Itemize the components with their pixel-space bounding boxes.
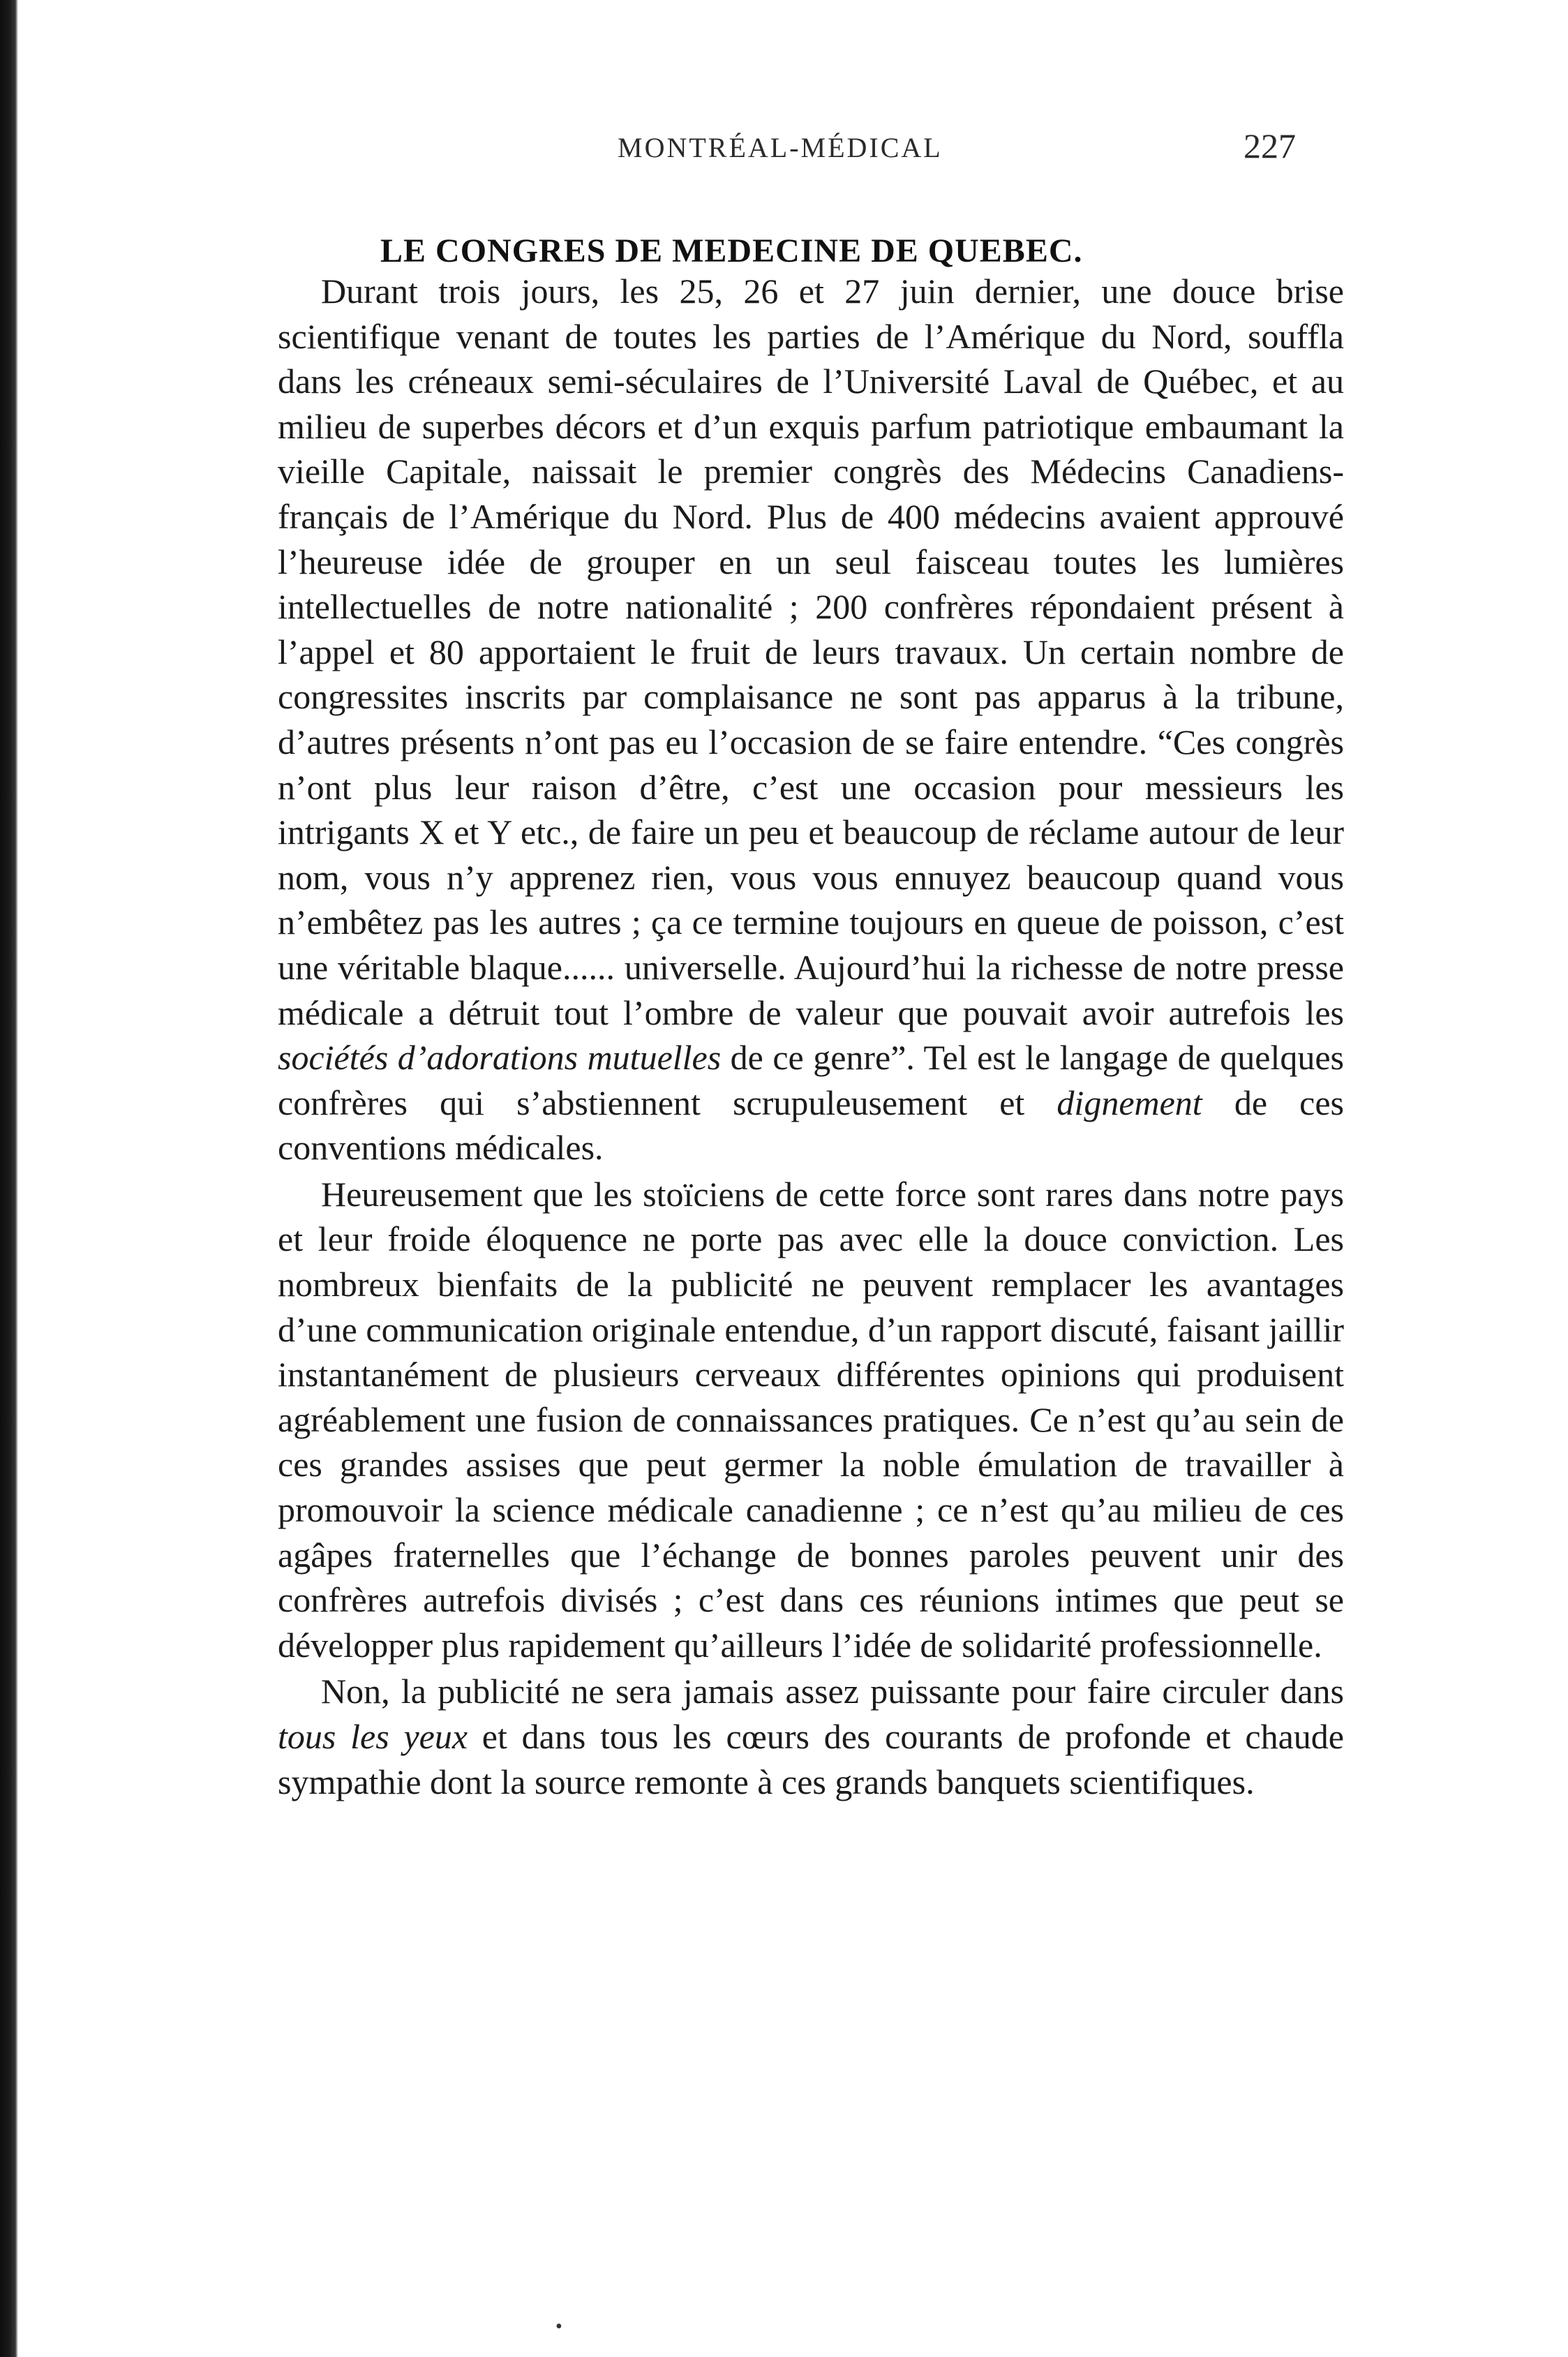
book-binding-edge bbox=[0, 0, 18, 2357]
paragraph bbox=[278, 269, 1344, 1170]
running-head: MONTRÉAL-MÉDICAL bbox=[618, 132, 943, 163]
footer-dot: • bbox=[555, 2316, 562, 2337]
paragraph bbox=[278, 1172, 1344, 1668]
italic-run: sociétés d’adorations mutuelles bbox=[278, 1038, 722, 1078]
paragraph bbox=[278, 1669, 1344, 1804]
text-run: et dans tous les cœurs des courants de profonde et chaude sympathie dont la source remonte à ces grands banquets scientifiques. bbox=[278, 1717, 1345, 1801]
text-run: Heureusement que les stoïciens de cette force sont rares dans notre pays et leur froide éloquence ne porte pas avec elle la douce conviction. Les nombreux bienfaits de la publicité ne peuvent remplacer les avantages d’une communication originale entendue, d’un rapport discuté, faisant jaillir instantanément de plusieurs cerveaux différentes opinions qui produisent agréablement une fusion de connaissances pratiques. Ce n’est qu’au sein de ces grandes assises que peut germer la noble émulation de travailler à promouvoir la science médicale canadienne ; ce n’est qu’au milieu de ces agâpes fraternelles que l’échange de bonnes paroles peuvent unir des confrères autrefois divisés ; c’est dans ces réunions intimes que peut se développer plus rapidement qu’ailleurs l’idée de solidarité professionnelle. bbox=[278, 1174, 1344, 1665]
page-number: 227 bbox=[1244, 126, 1296, 165]
text-run: de ces conventions médicales. bbox=[278, 1083, 1344, 1168]
italic-run: dignement bbox=[1056, 1083, 1202, 1122]
italic-run: tous les yeux bbox=[278, 1717, 468, 1756]
text-run: Durant trois jours, les 25, 26 et 27 juin dernier, une douce brise scientifique venant de toutes les parties de l’Amérique du Nord, souffla dans les créneaux semi-séculaires de l’Université Laval de Québec, et au milieu de superbes décors et d’un exquis parfum patriotique embaumant la vieille Capitale, naissait le premier congrès des Médecins Canadiens-français de l’Amérique du Nord. Plus de 400 médecins avaient approuvé l’heureuse idée de grouper en un seul faisceau toutes les lumières intellectuelles de notre nationalité ; 200 confrères répondaient présent à l’appel et 80 apportaient le fruit de leurs travaux. Un certain nombre de congressites inscrits par complaisance ne sont pas apparus à la tribune, d’autres présents n’ont pas eu l’occasion de se faire entendre. “Ces congrès n’ont plus leur raison d’être, c’est une occasion pour messieurs les intrigants X et Y etc., de faire un peu et beaucoup de réclame autour de leur nom, vous n’y apprenez rien, vous vous ennuyez beaucoup quand vous n’embêtez pas les autres ; ça ce termine toujours en queue de poisson, c’est une véritable blaque...... universelle. Aujourd’hui la richesse de notre presse médicale a détruit tout l’ombre de valeur que pouvait avoir autrefois les bbox=[278, 272, 1344, 1032]
article-body bbox=[278, 269, 1344, 1804]
page-header bbox=[0, 124, 1568, 180]
text-run: de ce genre”. Tel est le langage de quelques confrères qui s’abstiennent scrupuleusement et bbox=[278, 1038, 1344, 1122]
text-run: Non, la publicité ne sera jamais assez puissante pour faire circuler dans bbox=[321, 1672, 1344, 1711]
article-title: LE CONGRES DE MEDECINE DE QUEBEC. bbox=[380, 232, 1083, 270]
